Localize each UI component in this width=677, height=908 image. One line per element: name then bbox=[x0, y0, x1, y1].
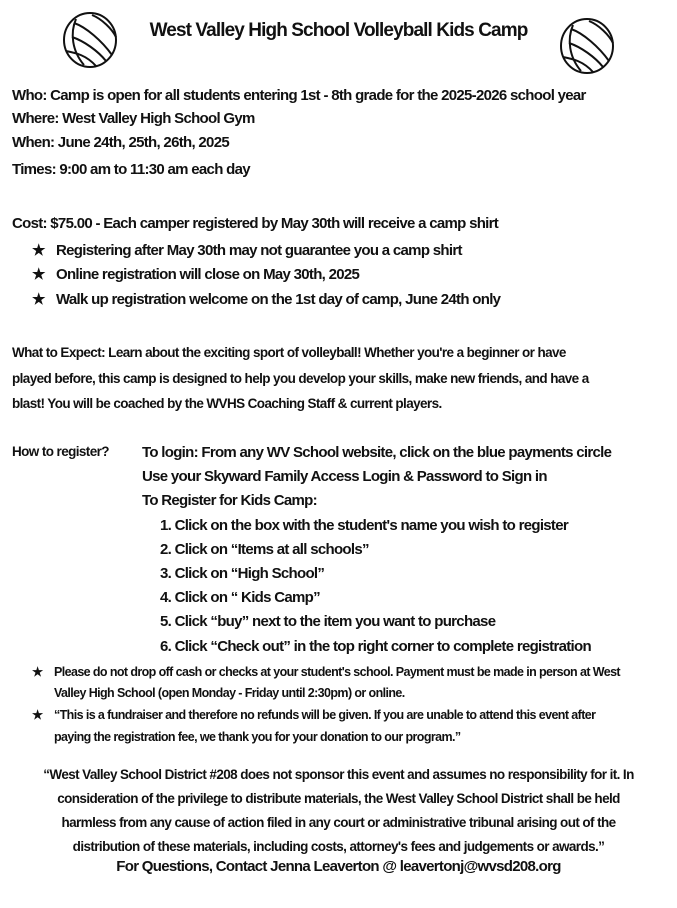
expect-line bbox=[12, 344, 566, 362]
register-line: Use your Skyward Family Access Login & Password to Sign in bbox=[142, 468, 547, 485]
when-line bbox=[12, 134, 229, 152]
expect-line: played before, this camp is designed to help you develop your skills, make new friends, and have a bbox=[12, 371, 589, 386]
note-text: “This is a fundraiser and therefore no refunds will be given. If you are unable to attend this event after bbox=[54, 708, 596, 722]
expect-line: blast! You will be coached by the WVHS Coaching Staff & current players. bbox=[12, 396, 442, 411]
cost-bullet bbox=[32, 266, 359, 284]
when-text: June 24th, 25th, 26th, 2025 bbox=[57, 134, 229, 151]
star-icon: ★ bbox=[32, 242, 45, 259]
who-label: Who: bbox=[12, 87, 47, 104]
note bbox=[32, 663, 620, 681]
expect-label: What to Expect: bbox=[12, 345, 106, 360]
expect-text: Learn about the exciting sport of volleyball! Whether you're a beginner or have bbox=[108, 345, 566, 360]
times-label: Times: bbox=[12, 161, 56, 178]
star-icon: ★ bbox=[32, 266, 45, 283]
cost-line bbox=[12, 215, 498, 233]
cost-bullet bbox=[32, 291, 500, 309]
where-text: West Valley High School Gym bbox=[62, 110, 255, 127]
star-icon: ★ bbox=[32, 708, 43, 722]
note-text: Please do not drop off cash or checks at your student's school. Payment must be made in person at West bbox=[54, 665, 620, 679]
disclaimer-line: “West Valley School District #208 does not sponsor this event and assumes no responsibility for it. In bbox=[43, 767, 634, 782]
disclaimer-line: consideration of the privilege to distribute materials, the West Valley School District shall be held bbox=[57, 791, 620, 806]
bullet-text: Online registration will close on May 30th, 2025 bbox=[56, 266, 360, 283]
cost-bullet bbox=[32, 242, 462, 260]
page-title: West Valley High School Volleyball Kids Camp bbox=[149, 20, 528, 41]
register-step: 2. Click on “Items at all schools” bbox=[160, 541, 369, 558]
note-cont: Valley High School (open Monday - Friday until 2:30pm) or online. bbox=[54, 686, 405, 700]
register-line: To login: From any WV School website, click on the blue payments circle bbox=[142, 444, 612, 461]
star-icon: ★ bbox=[32, 291, 45, 308]
contact-line: For Questions, Contact Jenna Leaverton @ leavertonj@wvsd208.org bbox=[116, 858, 561, 875]
where-label: Where: bbox=[12, 110, 59, 127]
who-text: Camp is open for all students entering 1st - 8th grade for the 2025-2026 school year bbox=[50, 87, 586, 104]
note bbox=[32, 706, 595, 724]
bullet-text: Walk up registration welcome on the 1st day of camp, June 24th only bbox=[56, 291, 501, 308]
disclaimer-line: harmless from any cause of action filed in any court or administrative tribunal arising out of the bbox=[61, 815, 616, 830]
who-line bbox=[12, 87, 586, 105]
times-line bbox=[12, 161, 250, 179]
register-step: 4. Click on “ Kids Camp” bbox=[160, 589, 320, 606]
register-step: 6. Click “Check out” in the top right corner to complete registration bbox=[160, 638, 591, 655]
bullet-text: Registering after May 30th may not guarantee you a camp shirt bbox=[56, 242, 462, 259]
when-label: When: bbox=[12, 134, 55, 151]
cost-label: Cost: $75.00 bbox=[12, 215, 92, 232]
register-step: 1. Click on the box with the student's name you wish to register bbox=[160, 517, 569, 534]
where-line bbox=[12, 110, 255, 128]
note-cont: paying the registration fee, we thank you for your donation to our program.” bbox=[54, 730, 461, 744]
star-icon: ★ bbox=[32, 665, 43, 679]
register-step: 5. Click “buy” next to the item you want to purchase bbox=[160, 613, 496, 630]
cost-text: - Each camper registered by May 30th will receive a camp shirt bbox=[91, 215, 499, 232]
disclaimer-line: distribution of these materials, including costs, attorney's fees and judgements or awards.” bbox=[72, 839, 605, 854]
register-label: How to register? bbox=[12, 444, 109, 459]
register-step: 3. Click on “High School” bbox=[160, 565, 325, 582]
register-line: To Register for Kids Camp: bbox=[142, 492, 317, 509]
times-text: 9:00 am to 11:30 am each day bbox=[59, 161, 250, 178]
